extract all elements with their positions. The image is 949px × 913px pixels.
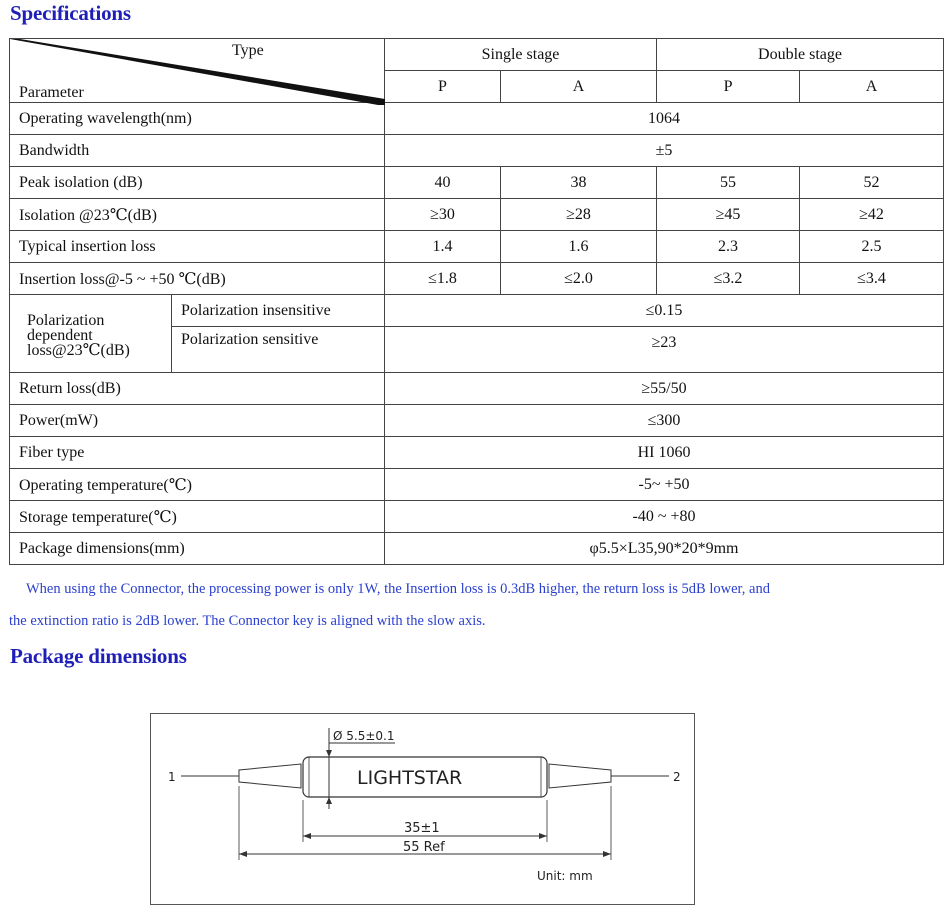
table-row [10, 501, 944, 533]
header-parameter-label: Parameter [19, 84, 84, 101]
row-label: Operating temperature(℃) [10, 469, 385, 501]
row-value: ≥30 [385, 199, 501, 231]
unit-label: Unit: mm [537, 869, 593, 883]
row-label: Insertion loss@-5 ~ +50 ℃(dB) [10, 263, 385, 295]
pdl-label-line: dependent [27, 327, 93, 344]
row-label: Polarization insensitive [172, 295, 385, 327]
row-label: Isolation @23℃(dB) [10, 199, 385, 231]
row-value: 38 [501, 167, 657, 199]
row-value: ≥23 [385, 327, 944, 373]
port-2-label: 2 [673, 770, 681, 784]
row-label: Polarization sensitive [172, 327, 385, 373]
pdl-label-line: Polarization [27, 312, 105, 329]
port-1-label: 1 [168, 770, 176, 784]
header-row-1 [10, 39, 944, 71]
specifications-heading: Specifications [10, 1, 131, 25]
row-label: Typical insertion loss [10, 231, 385, 263]
header-double-stage: Double stage [657, 39, 944, 71]
table-row [10, 135, 944, 167]
header-double-a: A [800, 71, 944, 103]
table-row [10, 199, 944, 231]
row-value: 52 [800, 167, 944, 199]
header-double-p: P [657, 71, 800, 103]
body-length-label: 35±1 [404, 821, 440, 836]
pdl-label [10, 295, 172, 373]
boot-left [239, 764, 301, 788]
table-row [10, 231, 944, 263]
package-dimensions-heading: Package dimensions [10, 644, 187, 668]
header-single-a: A [501, 71, 657, 103]
row-value: ≤3.4 [800, 263, 944, 295]
total-length-label: 55 Ref [403, 840, 445, 855]
specifications-table [9, 38, 944, 565]
row-label: Peak isolation (dB) [10, 167, 385, 199]
row-label: Operating wavelength(nm) [10, 103, 385, 135]
arrow [239, 851, 247, 857]
row-value: ≥28 [501, 199, 657, 231]
diameter-arrow-bottom [326, 797, 332, 804]
table-row [10, 103, 944, 135]
table-row [10, 469, 944, 501]
header-single-stage: Single stage [385, 39, 657, 71]
row-value: ≥42 [800, 199, 944, 231]
arrow [539, 833, 547, 839]
row-value: ≥45 [657, 199, 800, 231]
row-label: Power(mW) [10, 405, 385, 437]
row-value: 55 [657, 167, 800, 199]
table-row [10, 373, 944, 405]
row-value: 1.6 [501, 231, 657, 263]
table-row [10, 295, 944, 327]
diameter-arrow-top [326, 750, 332, 757]
row-value: 1064 [385, 103, 944, 135]
row-value: HI 1060 [385, 437, 944, 469]
row-value: ±5 [385, 135, 944, 167]
connector-note-line-1: When using the Connector, the processing power is only 1W, the Insertion loss is 0.3dB higher, the return loss is 5dB lower, and [26, 581, 770, 597]
header-single-p: P [385, 71, 501, 103]
row-value: ≤3.2 [657, 263, 800, 295]
row-value: 40 [385, 167, 501, 199]
header-diagonal-cell [10, 39, 385, 103]
table-row [10, 167, 944, 199]
row-value: ≤1.8 [385, 263, 501, 295]
row-value: -5~ +50 [385, 469, 944, 501]
table-row [10, 263, 944, 295]
row-label: Return loss(dB) [10, 373, 385, 405]
table-row [10, 405, 944, 437]
row-value: ≥55/50 [385, 373, 944, 405]
header-type-label: Type [232, 42, 264, 59]
diameter-label: Ø 5.5±0.1 [333, 729, 395, 743]
package-drawing-svg [151, 714, 696, 906]
row-value: 1.4 [385, 231, 501, 263]
row-label: Storage temperature(℃) [10, 501, 385, 533]
connector-note-line-2: the extinction ratio is 2dB lower. The Connector key is aligned with the slow axis. [9, 613, 486, 629]
row-value: φ5.5×L35,90*20*9mm [385, 533, 944, 565]
row-value: 2.3 [657, 231, 800, 263]
row-value: ≤0.15 [385, 295, 944, 327]
arrow [303, 833, 311, 839]
arrow [603, 851, 611, 857]
table-row [10, 533, 944, 565]
row-label: Bandwidth [10, 135, 385, 167]
row-value: 2.5 [800, 231, 944, 263]
package-drawing [150, 713, 695, 905]
brand-label: LIGHTSTAR [357, 767, 463, 789]
row-label: Fiber type [10, 437, 385, 469]
row-value: -40 ~ +80 [385, 501, 944, 533]
row-value: ≤300 [385, 405, 944, 437]
table-row [10, 437, 944, 469]
row-value: ≤2.0 [501, 263, 657, 295]
row-label: Package dimensions(mm) [10, 533, 385, 565]
boot-right [549, 764, 611, 788]
pdl-label-line: loss@23℃(dB) [27, 342, 130, 359]
